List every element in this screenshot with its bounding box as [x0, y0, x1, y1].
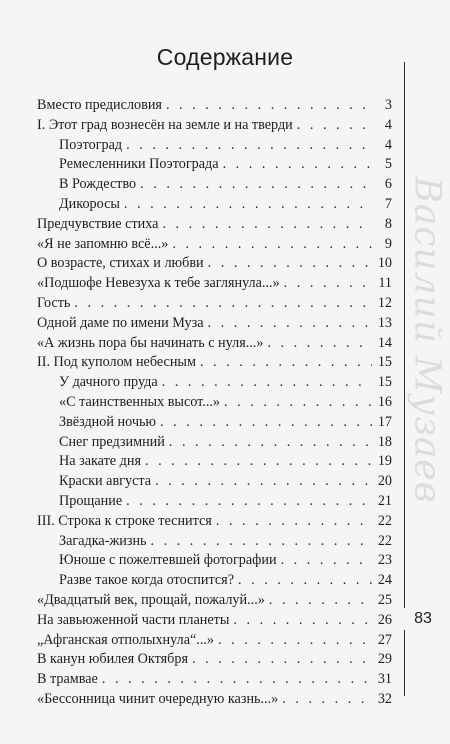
toc-entry-page: 15	[377, 354, 392, 371]
toc-entry-title: „Афганская отполыхнула“...»	[37, 631, 215, 648]
toc-dot-leader	[151, 532, 372, 552]
toc-entry	[37, 690, 392, 710]
toc-dot-leader	[160, 413, 372, 433]
toc-dot-leader	[233, 611, 372, 631]
toc-entry-title: «Двадцатый век, прощай, пожалуй...»	[37, 591, 265, 608]
toc-dot-leader	[269, 591, 372, 611]
toc-entry-page: 16	[377, 393, 392, 410]
toc-dot-leader	[284, 274, 372, 294]
toc-entry	[37, 413, 392, 433]
toc-entry-title: III. Строка к строке теснится	[37, 512, 212, 529]
toc-entry-title: Одной даме по имени Муза	[37, 314, 204, 331]
toc-entry-title: «Бессонница чинит очередную казнь...»	[37, 690, 279, 707]
toc-entry	[37, 175, 392, 195]
toc-entry	[37, 314, 392, 334]
table-of-contents	[37, 96, 392, 710]
toc-entry	[37, 551, 392, 571]
toc-entry-title: Вместо предисловия	[37, 97, 162, 113]
toc-dot-leader	[126, 492, 372, 512]
toc-entry-page: 4	[384, 136, 392, 153]
toc-entry-title: Разве такое когда отоспится?	[59, 572, 234, 589]
toc-entry-page: 12	[377, 294, 392, 311]
toc-dot-leader	[218, 631, 372, 651]
toc-dot-leader	[162, 373, 372, 393]
toc-entry-title: Звёздной ночью	[59, 413, 157, 430]
toc-dot-leader	[224, 393, 372, 413]
toc-dot-leader	[281, 551, 372, 571]
toc-entry-page: 6	[384, 176, 392, 193]
toc-entry-title: «Подшофе Невезуха к тебе заглянула...»	[37, 275, 280, 292]
toc-dot-leader	[208, 314, 372, 334]
toc-entry-title: Гость	[37, 294, 71, 311]
page-title: Содержание	[156, 44, 294, 70]
toc-entry	[37, 294, 392, 314]
toc-dot-leader	[169, 433, 372, 453]
toc-entry-page: 21	[377, 492, 392, 509]
toc-dot-leader	[166, 96, 372, 116]
toc-entry-title: II. Под куполом небесным	[37, 354, 196, 371]
toc-dot-leader	[145, 452, 372, 472]
toc-entry-title: Загадка-жизнь	[59, 532, 147, 549]
toc-entry-title: I. Этот град вознесён на земле и на тверди	[37, 116, 293, 133]
toc-entry-page: 23	[377, 552, 392, 569]
toc-entry-title: В канун юбилея Октября	[37, 651, 188, 668]
toc-entry-title: Юноше с пожелтевшей фотографии	[59, 552, 277, 569]
toc-entry	[37, 650, 392, 670]
toc-entry-title: Ремесленники Поэтограда	[59, 156, 219, 173]
toc-dot-leader	[200, 353, 372, 373]
toc-entry	[37, 254, 392, 274]
toc-entry-page: 15	[377, 374, 392, 391]
toc-dot-leader	[126, 136, 372, 156]
toc-entry	[37, 195, 392, 215]
toc-entry	[37, 452, 392, 472]
toc-entry	[37, 334, 392, 354]
toc-entry-page: 24	[377, 572, 392, 589]
page-number: 83	[396, 608, 450, 630]
toc-entry	[37, 274, 392, 294]
toc-entry-page: 25	[377, 591, 392, 608]
toc-entry	[37, 571, 392, 591]
toc-entry-page: 32	[377, 690, 392, 707]
toc-entry-page: 4	[384, 116, 392, 133]
toc-entry	[37, 472, 392, 492]
toc-entry	[37, 512, 392, 532]
toc-entry	[37, 96, 392, 116]
toc-entry-title: Прощание	[59, 492, 123, 509]
toc-dot-leader	[282, 690, 372, 710]
toc-dot-leader	[162, 215, 372, 235]
toc-entry-title: На закате дня	[59, 453, 141, 470]
toc-entry-page: 14	[377, 334, 392, 351]
toc-entry-page: 11	[378, 275, 392, 292]
toc-dot-leader	[102, 670, 372, 690]
margin-rule	[404, 62, 405, 696]
toc-entry-title: «С таинственных высот...»	[59, 393, 221, 410]
toc-entry-page: 22	[377, 532, 392, 549]
toc-dot-leader	[140, 175, 372, 195]
toc-dot-leader	[124, 195, 372, 215]
toc-dot-leader	[297, 116, 372, 136]
toc-entry-page: 3	[384, 97, 392, 113]
toc-entry-page: 22	[377, 512, 392, 529]
toc-entry-title: «А жизнь пора бы начинать с нуля...»	[37, 334, 264, 351]
toc-entry	[37, 591, 392, 611]
toc-entry	[37, 433, 392, 453]
toc-entry	[37, 492, 392, 512]
toc-dot-leader	[216, 512, 372, 532]
toc-entry-title: Краски августа	[59, 473, 152, 490]
toc-entry-title: О возрасте, стихах и любви	[37, 255, 204, 272]
toc-entry-page: 19	[377, 453, 392, 470]
toc-entry	[37, 116, 392, 136]
toc-entry-title: У дачного пруда	[59, 374, 158, 391]
toc-entry-page: 31	[377, 671, 392, 688]
toc-entry-page: 20	[377, 473, 392, 490]
toc-entry-page: 8	[384, 215, 392, 232]
toc-entry	[37, 631, 392, 651]
toc-entry-title: Дикоросы	[59, 195, 120, 212]
toc-dot-leader	[223, 155, 372, 175]
author-running-head: Василий Музаев	[406, 176, 448, 504]
toc-entry	[37, 235, 392, 255]
toc-entry-page: 27	[377, 631, 392, 648]
toc-entry	[37, 155, 392, 175]
toc-entry-title: Поэтоград	[59, 136, 123, 153]
toc-entry-page: 13	[377, 314, 392, 331]
toc-entry	[37, 215, 392, 235]
toc-entry-page: 10	[377, 255, 392, 272]
toc-entry	[37, 670, 392, 690]
toc-entry	[37, 611, 392, 631]
toc-entry	[37, 393, 392, 413]
toc-entry-page: 9	[384, 235, 392, 252]
toc-dot-leader	[238, 571, 372, 591]
toc-entry-page: 7	[384, 195, 392, 212]
toc-dot-leader	[267, 334, 372, 354]
toc-entry-title: В трамвае	[37, 671, 98, 688]
toc-entry	[37, 373, 392, 393]
toc-entry	[37, 136, 392, 156]
toc-entry-title: Предчувствие стиха	[37, 215, 159, 232]
toc-dot-leader	[74, 294, 372, 314]
toc-dot-leader	[155, 472, 372, 492]
toc-entry-page: 29	[377, 651, 392, 668]
toc-dot-leader	[172, 235, 372, 255]
toc-entry-page: 26	[377, 611, 392, 628]
toc-dot-leader	[208, 254, 372, 274]
toc-entry-page: 17	[377, 413, 392, 430]
toc-entry	[37, 353, 392, 373]
toc-entry-title: Снег предзимний	[59, 433, 165, 450]
toc-entry-page: 5	[384, 156, 392, 173]
toc-entry-title: На завьюженной части планеты	[37, 611, 230, 628]
toc-entry-title: «Я не запомню всё...»	[37, 235, 169, 252]
toc-dot-leader	[192, 650, 372, 670]
toc-entry-title: В Рождество	[59, 176, 137, 193]
toc-entry	[37, 532, 392, 552]
toc-entry-page: 18	[377, 433, 392, 450]
